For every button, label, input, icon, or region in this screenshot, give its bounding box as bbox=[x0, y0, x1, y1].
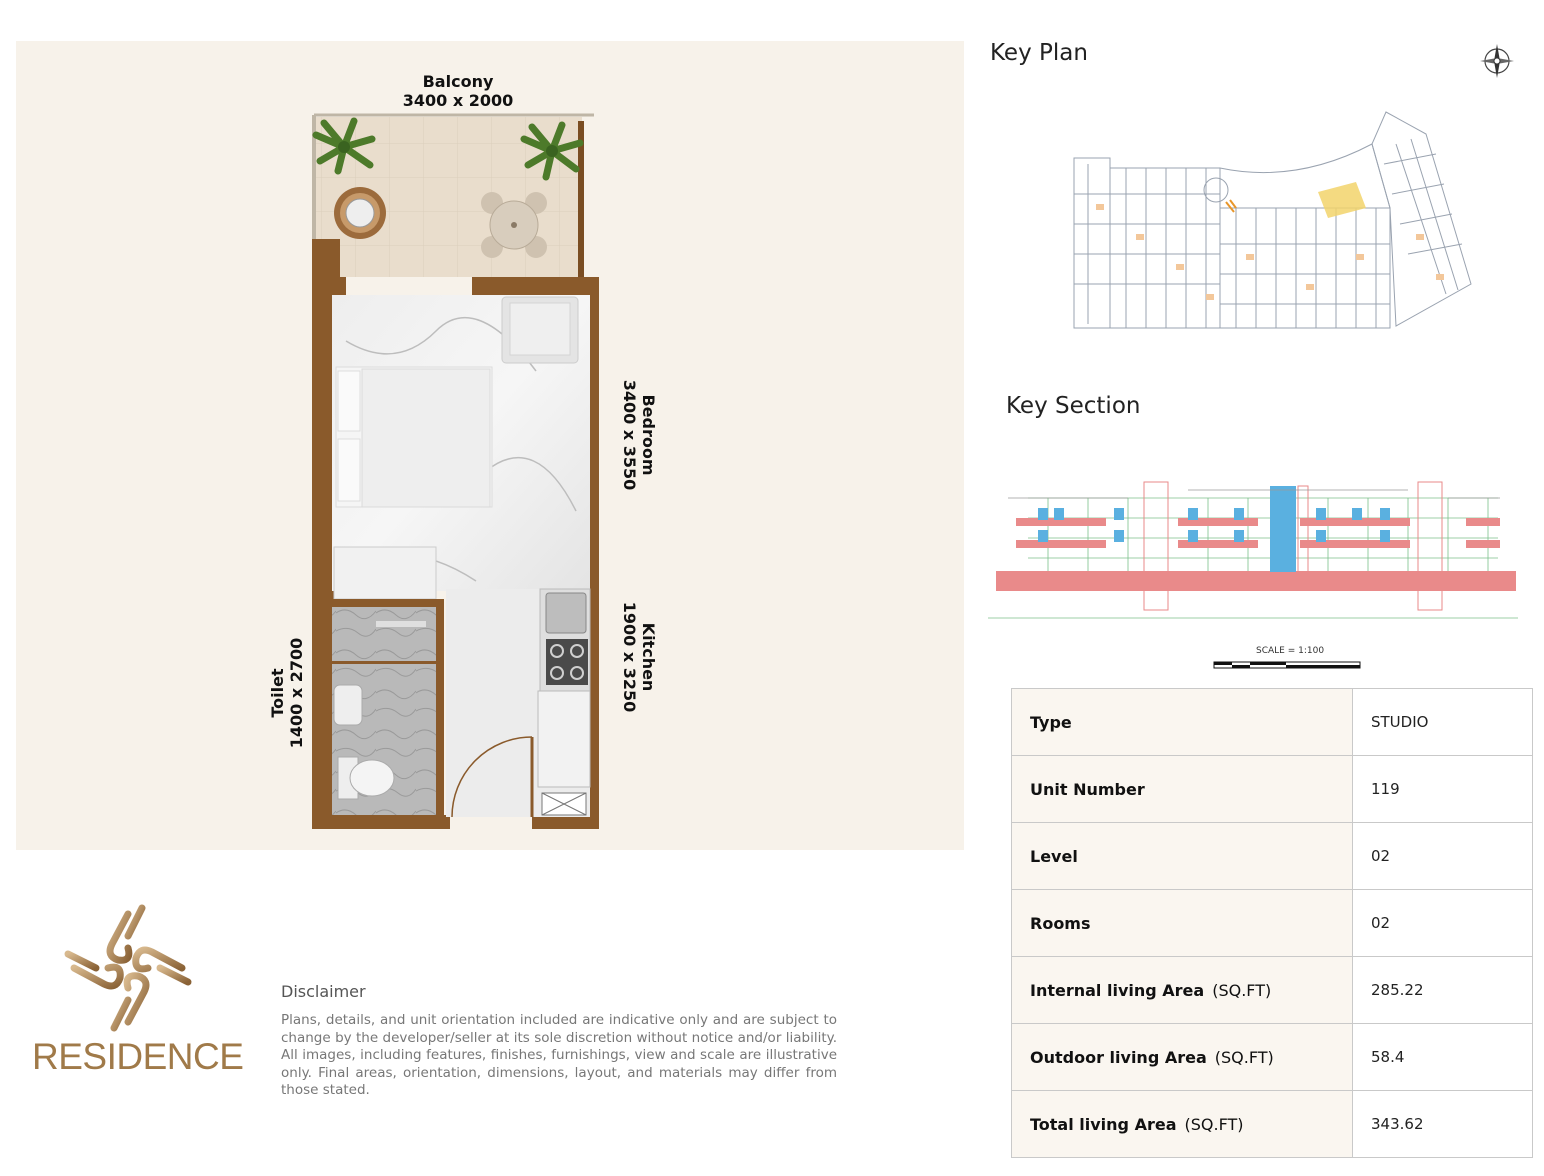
unit-detail-value: 119 bbox=[1353, 756, 1533, 823]
unit-detail-label-text: Level bbox=[1030, 846, 1078, 866]
wall-top-right bbox=[472, 277, 598, 295]
unit-detail-label bbox=[1012, 756, 1353, 823]
unit-details-table bbox=[1011, 688, 1533, 1158]
toilet-name: Toilet bbox=[268, 668, 287, 718]
bedroom-label bbox=[620, 360, 658, 510]
key-section-title: Key Section bbox=[1006, 393, 1141, 419]
core-glazing bbox=[1270, 486, 1296, 572]
unit-detail-label bbox=[1012, 1024, 1353, 1091]
scale-bar bbox=[1212, 658, 1362, 676]
balcony-name: Balcony bbox=[422, 72, 494, 91]
kitchen-label bbox=[620, 582, 658, 732]
unit-details-row bbox=[1012, 1091, 1533, 1158]
unit-detail-label-text: Type bbox=[1030, 712, 1072, 732]
bedroom-size: 3400 x 3550 bbox=[620, 379, 639, 491]
lounge-chair bbox=[334, 187, 386, 239]
unit-details-row bbox=[1012, 823, 1533, 890]
podium-band bbox=[996, 571, 1516, 591]
toilet-size: 1400 x 2700 bbox=[287, 637, 306, 749]
unit-detail-unit: (SQ.FT) bbox=[1184, 1114, 1244, 1134]
washbasin bbox=[334, 685, 362, 725]
toilet-bowl bbox=[338, 757, 394, 799]
wall-right bbox=[590, 277, 599, 829]
kitchen-name: Kitchen bbox=[639, 622, 658, 692]
key-plan-title: Key Plan bbox=[990, 40, 1088, 66]
unit-detail-value: 343.62 bbox=[1353, 1091, 1533, 1158]
unit-detail-label bbox=[1012, 689, 1353, 756]
dining-table bbox=[481, 192, 547, 258]
compass-icon bbox=[1478, 42, 1516, 80]
unit-detail-label-text: Rooms bbox=[1030, 913, 1091, 933]
kitchen-size: 1900 x 3250 bbox=[620, 601, 639, 713]
key-section-drawing bbox=[988, 478, 1518, 628]
unit-detail-label bbox=[1012, 1091, 1353, 1158]
unit-detail-value: 02 bbox=[1353, 890, 1533, 957]
unit-detail-label-text: Total living Area bbox=[1030, 1114, 1177, 1134]
disclaimer-title: Disclaimer bbox=[281, 982, 366, 1001]
key-plan-drawing bbox=[1066, 104, 1476, 354]
unit-detail-unit: (SQ.FT) bbox=[1212, 980, 1272, 1000]
unit-details-row bbox=[1012, 890, 1533, 957]
unit-details-row bbox=[1012, 1024, 1533, 1091]
unit-detail-value: 285.22 bbox=[1353, 957, 1533, 1024]
unit-detail-value: STUDIO bbox=[1353, 689, 1533, 756]
wall-bottom-right bbox=[532, 815, 598, 829]
sink bbox=[546, 593, 586, 633]
wall-bottom-left bbox=[312, 815, 450, 829]
unit-detail-label bbox=[1012, 890, 1353, 957]
floor-plan-drawing bbox=[16, 41, 964, 850]
key-plan-unit-highlight bbox=[1318, 182, 1366, 218]
unit-detail-value: 58.4 bbox=[1353, 1024, 1533, 1091]
unit-detail-label-text: Outdoor living Area bbox=[1030, 1047, 1207, 1067]
balcony-label bbox=[382, 72, 534, 110]
section-scale-label: SCALE = 1:100 bbox=[1256, 646, 1325, 656]
unit-details-row bbox=[1012, 957, 1533, 1024]
brand-logo-mark bbox=[62, 902, 194, 1034]
bed bbox=[336, 367, 492, 507]
brand-name: RESIDENCE bbox=[32, 1036, 244, 1077]
toilet-label bbox=[268, 618, 306, 768]
unit-detail-label bbox=[1012, 957, 1353, 1024]
unit-details-row bbox=[1012, 689, 1533, 756]
unit-detail-label bbox=[1012, 823, 1353, 890]
fridge bbox=[538, 691, 590, 787]
balcony-size: 3400 x 2000 bbox=[402, 91, 514, 110]
floor-plan-panel bbox=[16, 41, 964, 850]
unit-detail-label-text: Internal living Area bbox=[1030, 980, 1205, 1000]
unit-detail-value: 02 bbox=[1353, 823, 1533, 890]
unit-details-row bbox=[1012, 756, 1533, 823]
bedroom-name: Bedroom bbox=[639, 394, 658, 476]
unit-detail-label-text: Unit Number bbox=[1030, 779, 1145, 799]
disclaimer-text: Plans, details, and unit orientation included are indicative only and are subject to change by the developer/seller at its sole discretion without notice and/or liability. All images, including features, finishes, furnishings, view and scale are illustrative only. Final areas, orientation, dimensions, layout, and materials may differ from those stated. bbox=[281, 1012, 837, 1099]
unit-detail-unit: (SQ.FT) bbox=[1214, 1047, 1274, 1067]
wardrobe bbox=[334, 547, 436, 599]
shower-glass bbox=[376, 621, 426, 627]
hob bbox=[546, 639, 588, 685]
